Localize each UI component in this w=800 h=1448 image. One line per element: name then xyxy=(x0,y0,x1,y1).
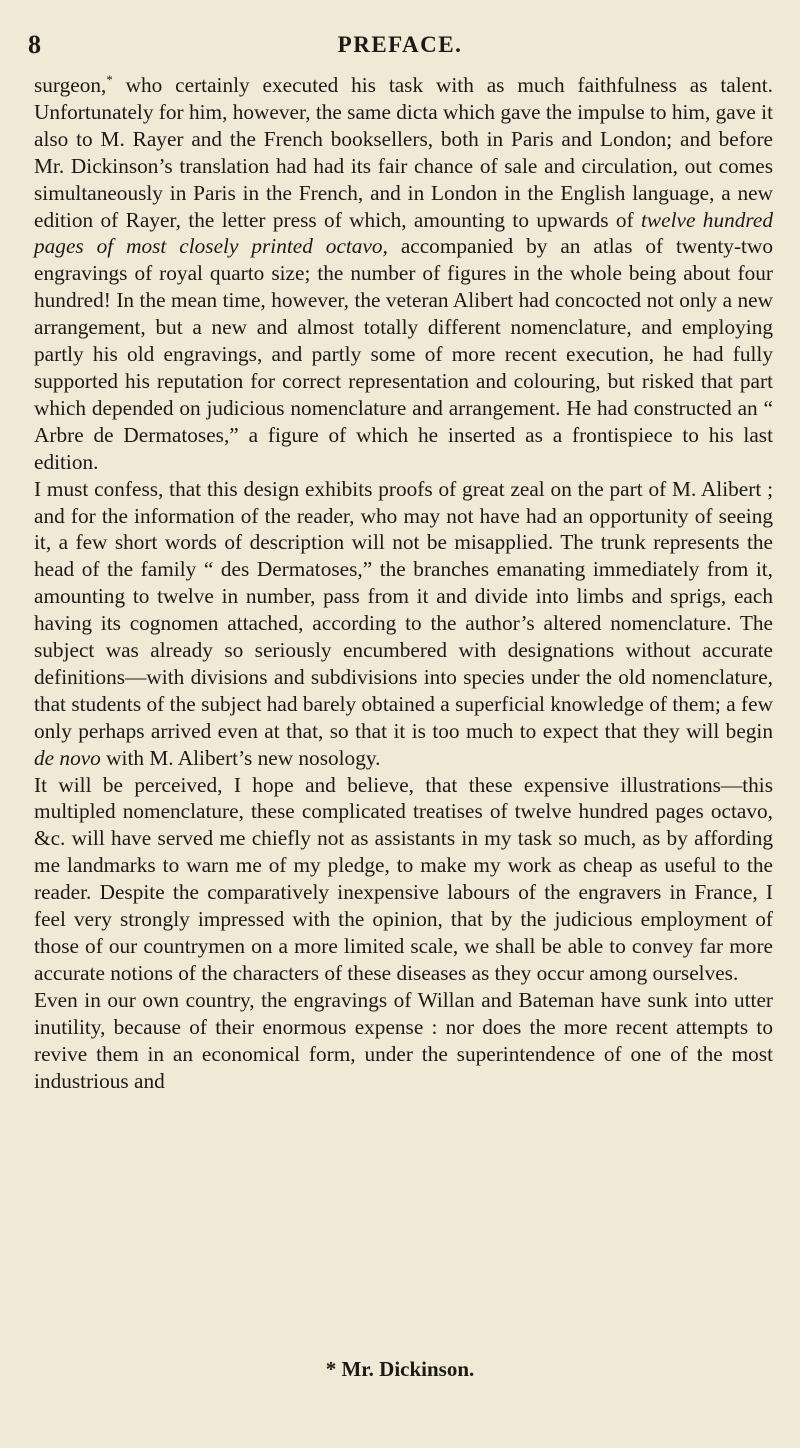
paragraph xyxy=(34,72,773,476)
footnote-marker: * xyxy=(106,72,113,87)
text-run: It will be perceived, I hope and believe, that these expensive illustrations—this multipled nomenclature, these complicated treatises of twelve hundred pages octavo, &c. will have served me chiefly not as assistants in my task so much, as by affording me landmarks to warn me of my pledge, to make my work as cheap as useful to the reader. Despite the comparatively inexpensive labours of the engravers in France, I feel very strongly impressed with the opinion, that by the judicious employment of those of our countrymen on a more limited scale, we shall be able to convey far more accurate notions of the characters of these diseases as they occur among ourselves. xyxy=(34,772,773,985)
italic-text: de novo xyxy=(34,745,101,770)
footnote: * Mr. Dickinson. xyxy=(325,1357,475,1381)
text-run: Even in our own country, the engravings of Willan and Bateman have sunk into utter inutility, because of their enormous expense : nor does the more recent attempts to revive them in an economical form, under the superintendence of one of the most industrious and xyxy=(34,987,773,1093)
text-run: who certainly executed his task with as much faithfulness as talent. Unfortunately for him, however, the same dicta which gave the impulse to him, gave it also to M. Rayer and the French booksellers, both in Paris and London; and before Mr. Dickinson’s translation had had its fair chance of sale and circulation, out comes simultaneously in Paris in the French, and in London in the English language, a new edition of Rayer, the letter press of which, amounting to upwards of xyxy=(34,73,774,232)
text-run: accompanied by an atlas of twenty-two engravings of royal quarto size; the number of figures in the whole being about four hundred! In the mean time, however, the veteran Alibert had concocted not only a new arrangement, but a new and almost totally different nomenclature, and employing partly his old engravings, and partly some of more recent execution, he had fully supported his reputation for correct representation and colouring, but risked that part which depended on judicious nomenclature and arrangement. He had constructed an “ Arbre de Dermatoses,” a figure of which he inserted as a frontispiece to his last edition. xyxy=(34,234,773,474)
italic-text: twelve hundred pages of most closely printed octavo, xyxy=(34,207,773,259)
running-head: PREFACE. xyxy=(337,32,463,57)
paragraph xyxy=(34,476,773,772)
text-run: surgeon, xyxy=(34,73,107,97)
page-header xyxy=(0,28,800,68)
page-number: 8 xyxy=(28,30,42,59)
text-run: with M. Alibert’s new nosology. xyxy=(100,745,381,770)
text-run: I must confess, that this design exhibits proofs of great zeal on the part of M. Alibert ; and for the information of the reader, who may not have had an opportunity of seeing it, a few short words of description will not be misapplied. The trunk represents the head of the family “ des Dermatoses,” the branches emanating immediately from it, amounting to twelve in number, pass from it and divide into limbs and sprigs, each having its cognomen attached, according to the author’s altered nomenclature. The subject was already so seriously encumbered with designations without accurate definitions—with divisions and subdivisions into species under the old nomenclature, that students of the subject had barely obtained a superficial knowledge of them; a few only perhaps arrived even at that, so that it is too much to expect that they will begin xyxy=(34,476,773,743)
paragraph xyxy=(34,772,773,987)
body-text xyxy=(34,72,773,1094)
paragraph xyxy=(34,987,773,1095)
